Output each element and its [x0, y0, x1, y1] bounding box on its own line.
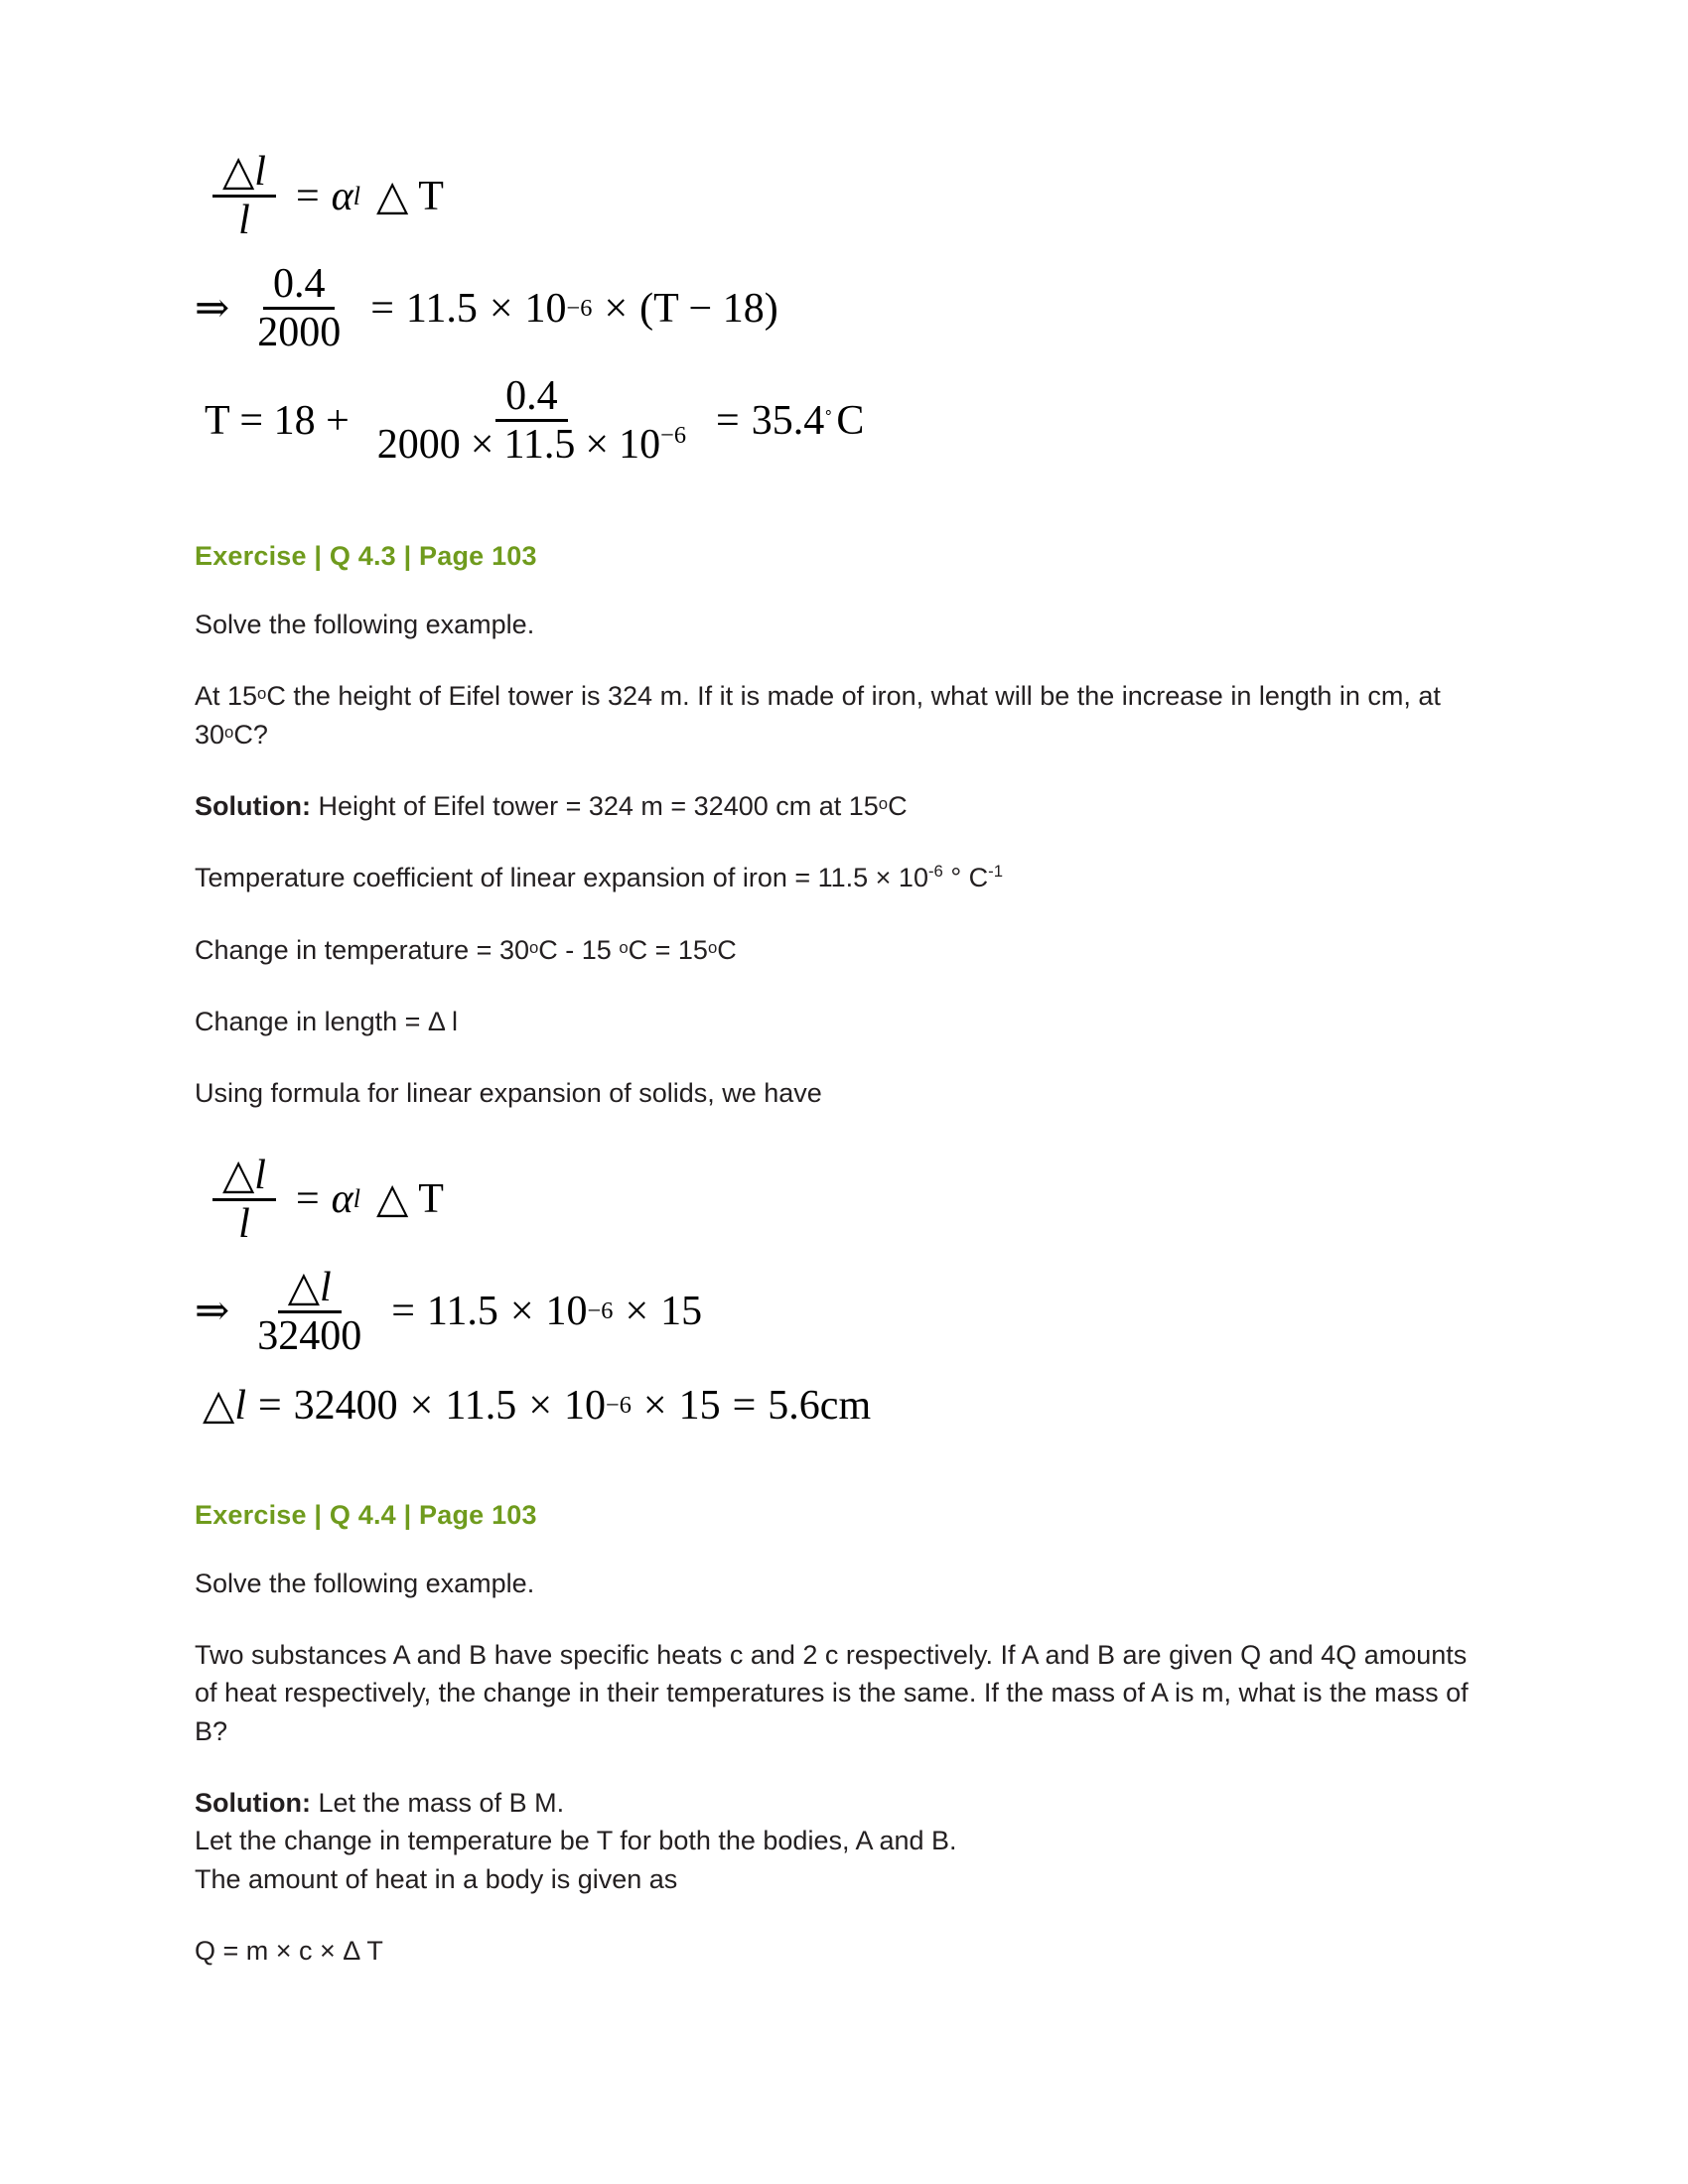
fraction-numerator: △l: [212, 149, 276, 198]
fraction-numerator: △l: [278, 1265, 342, 1313]
celsius-unit: C: [836, 397, 865, 444]
fraction-denominator: l: [238, 1200, 250, 1247]
formula-43-line-3: △ l = 32400 × 11.5 × 10 −6 × 15 = 5.6cm: [203, 1382, 872, 1429]
degree-marker: o: [528, 937, 539, 957]
delta-symbol: △: [375, 1176, 409, 1223]
value-115: 11.5: [445, 1382, 517, 1429]
formula-top-line-3: T = 18 + $\frac{0.4}{2000 \times 11.5 \times 10^{-6}}$ = 35.4 ˚ C: [205, 373, 865, 468]
degree-marker: o: [619, 937, 629, 957]
formula-top-line-2: ⇒ $\frac{0.4}{2000}$ = 11.5 × 10 −6 × (T − 18): [195, 261, 778, 355]
fraction-denominator: l: [238, 198, 250, 243]
degree-marker: o: [224, 722, 234, 742]
solution-label: Solution:: [195, 790, 311, 821]
equals-sign-2: =: [732, 1382, 757, 1429]
power-base: 10: [564, 1382, 606, 1429]
solution-44-line-2: Let the change in temperature be T for both the bodies, A and B.: [195, 1826, 957, 1856]
length-symbol: l: [234, 1382, 246, 1429]
formula-top-line-2-wrap: [195, 261, 1476, 355]
equals-sign: =: [370, 285, 394, 332]
times-sign-2: ×: [528, 1382, 552, 1429]
question-44: Two substances A and B have specific heats c and 2 c respectively. If A and B are given Q and 4Q amounts of heat respectively, the change in their temperatures is the same. If the mass of A is m, what is the mass of B?: [195, 1639, 1469, 1746]
degree-marker: o: [257, 684, 267, 704]
result-value: 35.4: [751, 397, 825, 444]
temperature-lhs: T = 18 +: [205, 397, 350, 444]
fraction-denominator: 2000: [257, 310, 342, 355]
implies-arrow: ⇒: [195, 1289, 230, 1335]
exercise-heading-44: Exercise | Q 4.4 | Page 103: [195, 1499, 537, 1530]
delta-symbol: △: [375, 173, 409, 219]
temperature-bracket: (T − 18): [639, 285, 778, 332]
instruction-44: Solve the following example.: [195, 1568, 535, 1598]
degree-marker: o: [707, 937, 718, 957]
solution-44-line-1: Solution: Let the mass of B M.: [195, 1787, 565, 1818]
equals-sign: =: [295, 1176, 320, 1223]
fraction-numerator: △l: [212, 1153, 276, 1201]
fraction-delta-l-over-l: [212, 1153, 276, 1247]
solution-44-line-4: Q = m × c × Δ T: [195, 1935, 383, 1966]
times-sign: ×: [489, 285, 513, 332]
alpha-symbol: α: [331, 1176, 353, 1223]
times-sign-3: ×: [642, 1382, 667, 1429]
value-15: 15: [678, 1382, 721, 1429]
implies-arrow: ⇒: [195, 285, 230, 332]
using-formula-43: Using formula for linear expansion of solids, we have: [195, 1078, 822, 1109]
fraction-final-temperature: [367, 373, 696, 468]
fraction-denominator: $2000 \times 11.5 \times 10^{-6}$: [376, 422, 687, 468]
length-change-43: Change in length = Δ l: [195, 1006, 458, 1036]
times-sign-2: ×: [604, 285, 629, 332]
alpha-symbol: α: [331, 173, 353, 219]
value-32400: 32400: [293, 1382, 398, 1429]
fraction-delta-l-over-l: [212, 149, 276, 243]
coefficient-value: 11.5: [426, 1289, 498, 1335]
solution-label: Solution:: [195, 1787, 311, 1818]
times-sign-2: ×: [625, 1289, 649, 1335]
factor-value: 15: [660, 1289, 703, 1335]
question-43: At 15$^o$C the height of Eifel tower is 324 m. If it is made of iron, what will be the increase in length in cm, at 30$^o$C?: [195, 681, 1441, 750]
degree-marker: o: [878, 794, 889, 814]
formula-top-line-1: $\frac{\triangle l}{l}$ = α l △ T: [205, 149, 1476, 243]
formula-43-line-1: $\frac{\triangle l}{l}$ = α l △ T: [205, 1153, 1476, 1247]
power-base: 10: [524, 285, 567, 332]
fraction-numerator: 0.4: [495, 373, 568, 422]
exercise-heading-43: Exercise | Q 4.3 | Page 103: [195, 541, 537, 571]
times-sign-1: ×: [409, 1382, 434, 1429]
result-value: 5.6cm: [768, 1382, 872, 1429]
coefficient-value: 11.5: [405, 285, 478, 332]
power-base: 10: [545, 1289, 588, 1335]
equals-sign: =: [257, 1382, 282, 1429]
temperature-change-43: Change in temperature = $30^oC - 15$ $^oC = 15^oC$: [195, 934, 737, 965]
page-content: [195, 149, 1476, 1970]
temperature-variable: T: [418, 1176, 444, 1223]
temperature-variable: T: [418, 173, 444, 219]
fraction-delta-l-over-32400: [247, 1265, 371, 1359]
formula-43-line-2: ⇒ $\frac{\triangle l}{32400}$ = 11.5 × 10 −6 × 15: [195, 1264, 703, 1359]
formula-43-line-2-wrap: [195, 1265, 1476, 1359]
equals-sign: =: [391, 1289, 415, 1335]
formula-linear-expansion-top: [205, 149, 1476, 243]
solution-44-line-3: The amount of heat in a body is given as: [195, 1863, 678, 1894]
exponent-minus-six: -6: [927, 862, 943, 882]
formula-43-line-3-wrap: [203, 1382, 1476, 1429]
solution-43-line-1: Solution: Height of Eifel tower = 324 m = 32400 cm at 15$^o$C: [195, 790, 908, 821]
formula-top-line-3-wrap: [205, 373, 1476, 468]
instruction-43: Solve the following example.: [195, 610, 535, 639]
formula-43-line-1-wrap: [205, 1153, 1476, 1247]
equals-sign: =: [716, 397, 740, 444]
exponent-minus-one: -1: [988, 862, 1004, 882]
times-sign: ×: [509, 1289, 534, 1335]
fraction-04-over-2000: [247, 261, 351, 355]
fraction-denominator: 32400: [257, 1312, 362, 1359]
coefficient-line-43: Temperature coefficient of linear expansion of iron = $11.5 \times 10^{-6}$ ° $C^{-1}$: [195, 862, 1004, 893]
delta-symbol: △: [203, 1382, 235, 1429]
fraction-numerator: 0.4: [263, 261, 336, 310]
equals-sign: =: [295, 173, 320, 219]
